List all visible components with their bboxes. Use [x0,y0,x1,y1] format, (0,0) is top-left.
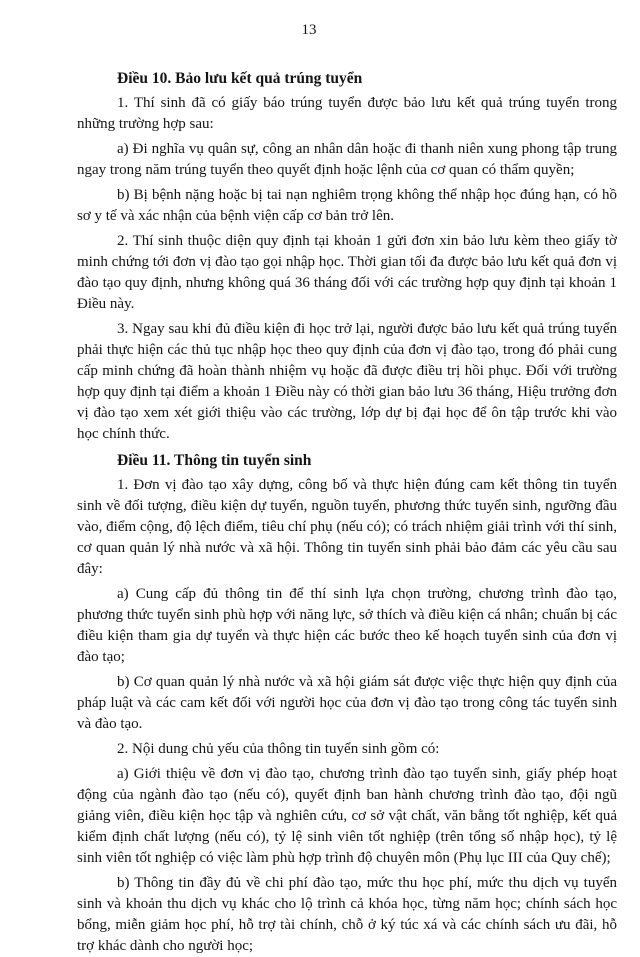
paragraph: b) Thông tin đầy đủ về chi phí đào tạo, mức thu học phí, mức thu dịch vụ tuyển sinh và khoản thu dịch vụ khác cho lộ trình cả khóa học, từng năm học; chính sách học bổng, miễn giảm học phí, hỗ trợ tài chính, chỗ ở ký túc xá và các chính sách ưu đãi, hỗ trợ khác dành cho người học; [77,875,617,954]
paragraph: 3. Ngay sau khi đủ điều kiện đi học trở lại, người được bảo lưu kết quả trúng tuyển phải thực hiện các thủ tục nhập học theo quy định của đơn vị đào tạo, trong đó phải cung cấp minh chứng đã hoàn thành nhiệm vụ hoặc đã được điều trị hồi phục. Đối với trường hợp quy định tại điểm a khoản 1 Điều này có thời gian bảo lưu 36 tháng, Hiệu trưởng đơn vị đào tạo xem xét giới thiệu vào các trường, lớp dự bị đại học để ôn tập trước khi vào học chính thức. [77,321,617,442]
paragraph: 2. Thí sinh thuộc diện quy định tại khoản 1 gửi đơn xin bảo lưu kèm theo giấy tờ minh chứng tới đơn vị đào tạo gọi nhập học. Thời gian tối đa được bảo lưu kết quả đơn vị đào tạo quy định, nhưng không quá 36 tháng đối với các trường hợp quy định tại khoản 1 Điều này. [77,233,617,312]
paragraph: b) Cơ quan quản lý nhà nước và xã hội giám sát được việc thực hiện quy định của pháp luật và các cam kết đối với người học của đơn vị đào tạo trong công tác tuyển sinh và đào tạo. [77,674,617,732]
paragraph: 2. Nội dung chủ yếu của thông tin tuyển sinh gồm có: [117,741,440,757]
paragraph: 1. Đơn vị đào tạo xây dựng, công bố và thực hiện đúng cam kết thông tin tuyển sinh về đối tượng, điều kiện dự tuyển, nguồn tuyển, phương thức tuyển sinh, ngưỡng đầu vào, điểm cộng, độ lệch điểm, tiêu chí phụ (nếu có); có trách nhiệm giải trình với thí sinh, cơ quan quản lý nhà nước và xã hội. Thông tin tuyển sinh phải bảo đảm các yêu cầu sau đây: [77,477,617,577]
paragraph: 1. Thí sinh đã có giấy báo trúng tuyển được bảo lưu kết quả trúng tuyển trong những trường hợp sau: [77,95,617,132]
paragraph: a) Giới thiệu về đơn vị đào tạo, chương trình đào tạo tuyển sinh, giấy phép hoạt động của ngành đào tạo (nếu có), quyết định ban hành chương trình đào tạo, đội ngũ giảng viên, điều kiện học tập và nghiên cứu, cơ sở vật chất, văn bằng tốt nghiệp, kết quả kiểm định chất lượng (nếu có), tỷ lệ sinh viên tốt nghiệp (trên tổng số nhập học), tỷ lệ sinh viên tốt nghiệp có việc làm phù hợp trình độ chuyên môn (Phụ lục III của Quy chế); [77,766,617,866]
paragraph: a) Cung cấp đủ thông tin để thí sinh lựa chọn trường, chương trình đào tạo, phương thức tuyển sinh phù hợp với năng lực, sở thích và điều kiện cá nhân; chuẩn bị các điều kiện tham gia dự tuyển và thực hiện các bước theo kế hoạch tuyển sinh của đơn vị đào tạo; [77,586,617,665]
paragraph: a) Đi nghĩa vụ quân sự, công an nhân dân hoặc đi thanh niên xung phong tập trung ngay trong năm trúng tuyển theo quyết định hoặc lệnh của cơ quan có thẩm quyền; [77,141,617,178]
page-number: 13 [301,22,317,38]
document-content [77,68,617,957]
section-dieu-10 [77,68,617,445]
section-dieu-11 [77,450,617,957]
section-heading: Điều 10. Bảo lưu kết quả trúng tuyển [117,70,363,87]
section-heading: Điều 11. Thông tin tuyển sinh [117,452,312,469]
paragraph: b) Bị bệnh nặng hoặc bị tai nạn nghiêm trọng không thể nhập học đúng hạn, có hồ sơ y tế và xác nhận của bệnh viện cấp cơ bản trở lên. [77,187,617,224]
